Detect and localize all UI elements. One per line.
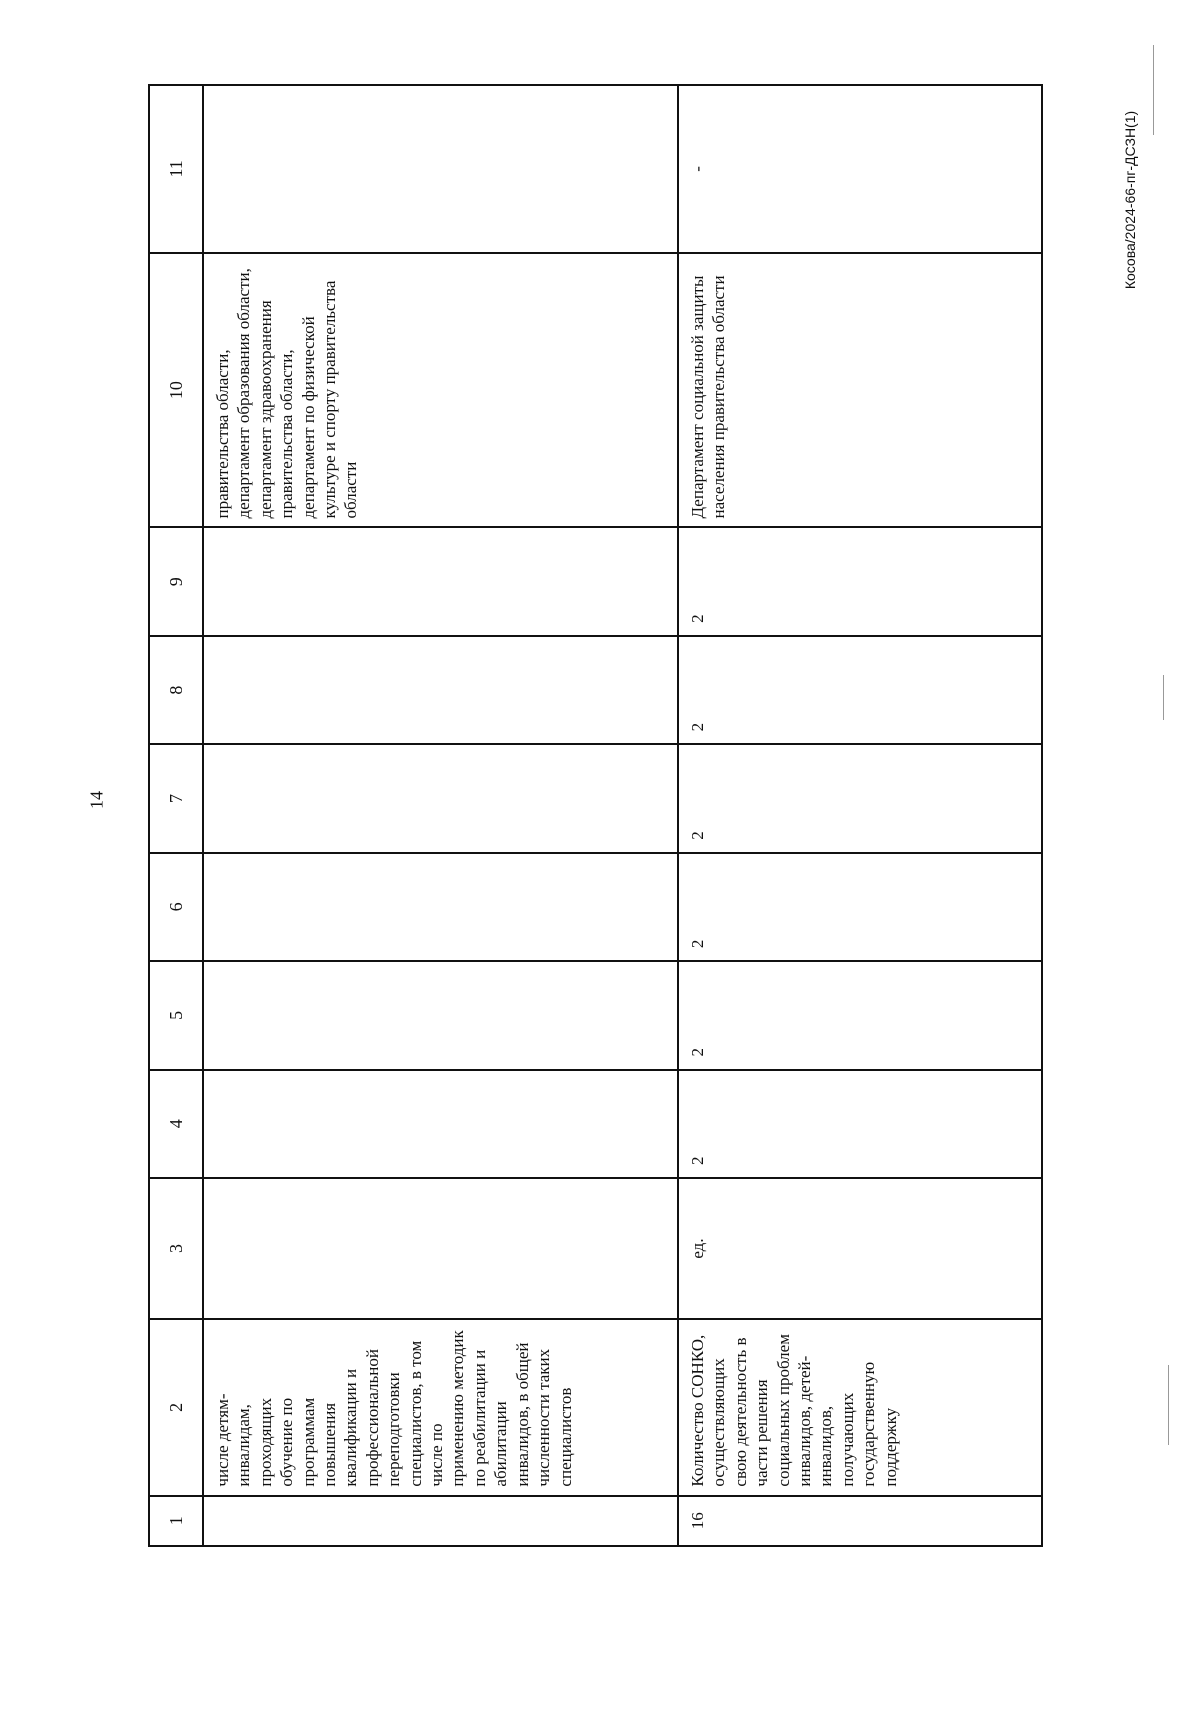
indicators-table bbox=[148, 84, 1043, 1547]
row-number-cell bbox=[203, 1496, 678, 1546]
value-cell bbox=[203, 744, 678, 852]
value-cell bbox=[203, 528, 678, 636]
note-cell bbox=[203, 85, 678, 253]
value-cell bbox=[203, 636, 678, 744]
indicator-name-cell: Количество СОНКО, осуществляющих свою деятельность в части решения социальных проблем инвалидов, детей-инвалидов, получающих государственную поддержку bbox=[678, 1319, 1042, 1495]
table-row bbox=[678, 85, 1042, 1546]
col-header: 2 bbox=[149, 1319, 203, 1495]
col-header: 3 bbox=[149, 1178, 203, 1319]
rotated-table-container bbox=[148, 84, 1043, 1547]
col-header: 7 bbox=[149, 744, 203, 852]
margin-line bbox=[1153, 45, 1154, 135]
col-header: 8 bbox=[149, 636, 203, 744]
responsible-cell: правительства области, департамент образования области, департамент здравоохранения правительства области, департамент по физической культуре и спорту правительства области bbox=[203, 253, 678, 528]
value-cell: 2 bbox=[678, 1070, 1042, 1178]
value-cell: 2 bbox=[678, 853, 1042, 961]
col-header: 9 bbox=[149, 528, 203, 636]
document-code: Косова/2024-66-пг-ДСЗН(1) bbox=[1122, 110, 1138, 290]
unit-cell: ед. bbox=[678, 1178, 1042, 1319]
indicator-name-cell: числе детям-инвалидам, проходящих обучение по программам повышения квалификации и профессиональной переподготовки специалистов, в том числе по применению методик по реабилитации и абилитации инвалидов, в общей численности таких специалистов bbox=[203, 1319, 678, 1495]
responsible-cell: Департамент социальной защиты населения правительства области bbox=[678, 253, 1042, 528]
header-row bbox=[149, 85, 203, 1546]
unit-cell bbox=[203, 1178, 678, 1319]
value-cell: 2 bbox=[678, 528, 1042, 636]
value-cell bbox=[203, 853, 678, 961]
row-number-cell: 16 bbox=[678, 1496, 1042, 1546]
col-header: 4 bbox=[149, 1070, 203, 1178]
margin-line bbox=[1168, 1365, 1169, 1445]
note-cell: - bbox=[678, 85, 1042, 253]
col-header: 1 bbox=[149, 1496, 203, 1546]
value-cell: 2 bbox=[678, 636, 1042, 744]
page-number: 14 bbox=[86, 791, 107, 809]
table-row bbox=[203, 85, 678, 1546]
col-header: 6 bbox=[149, 853, 203, 961]
col-header: 11 bbox=[149, 85, 203, 253]
margin-line bbox=[1163, 675, 1164, 720]
value-cell: 2 bbox=[678, 961, 1042, 1069]
col-header: 10 bbox=[149, 253, 203, 528]
value-cell bbox=[203, 961, 678, 1069]
col-header: 5 bbox=[149, 961, 203, 1069]
value-cell bbox=[203, 1070, 678, 1178]
value-cell: 2 bbox=[678, 744, 1042, 852]
